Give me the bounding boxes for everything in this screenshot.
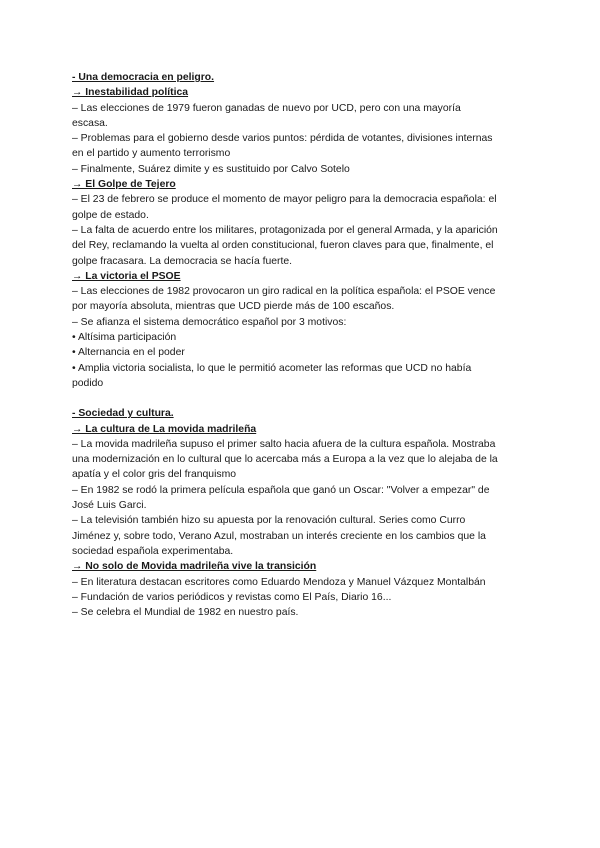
text-line: – Fundación de varios periódicos y revistas como El País, Diario 16...	[72, 591, 392, 603]
text-line: en el partido y aumento terrorismo	[72, 148, 231, 160]
text-line: escasa.	[72, 117, 108, 129]
bullet-item: • Altísima participación	[72, 332, 177, 344]
subheading-golpe-tejero: → El Golpe de Tejero	[72, 179, 176, 191]
bullet-item: • Alternancia en el poder	[72, 347, 185, 359]
text-line: – Problemas para el gobierno desde varios puntos: pérdida de votantes, divisiones internas	[72, 133, 493, 145]
text-line: una modernización en lo cultural que lo acercaba más a Europa a la vez que lo alejaba de la	[72, 454, 498, 466]
text-line: – La televisión también hizo su apuesta por la renovación cultural. Series como Curro	[72, 515, 466, 527]
text-line: – Se celebra el Mundial de 1982 en nuestro país.	[72, 607, 299, 619]
section-title-democracia: - Una democracia en peligro.	[72, 72, 215, 83]
bullet-item: • Amplia victoria socialista, lo que le permitió acometer las reformas que UCD no había	[72, 362, 472, 374]
subheading-movida: → La cultura de La movida madrileña	[72, 423, 257, 435]
text-line: del Rey, reclamando la vuelta al orden constitucional, fueron claves para que, finalmente, el	[72, 240, 494, 252]
text-line: – Las elecciones de 1979 fueron ganadas de nuevo por UCD, pero con una mayoría	[72, 102, 461, 114]
text-line: – Las elecciones de 1982 provocaron un giro radical en la política española: el PSOE vence	[72, 286, 496, 298]
text-line: – En 1982 se rodó la primera película española que ganó un Oscar: "Volver a empezar" de	[72, 484, 490, 496]
subheading-inestabilidad: → Inestabilidad política	[72, 87, 189, 99]
text-line: golpe fracasara. La democracia se hacía fuerte.	[72, 255, 293, 267]
text-line: – La falta de acuerdo entre los militares, protagonizada por el general Armada, y la aparición	[72, 224, 498, 236]
text-line: golpe de estado.	[72, 209, 149, 221]
section-spacer	[72, 391, 532, 406]
subheading-no-solo-movida: → No solo de Movida madrileña vive la transición	[72, 561, 317, 573]
text-line: por mayoría absoluta, mientras que UCD pierde más de 100 escaños.	[72, 301, 395, 313]
subheading-victoria-psoe: → La victoria el PSOE	[72, 270, 181, 282]
text-line: podido	[72, 377, 104, 389]
text-line: – La movida madrileña supuso el primer salto hacia afuera de la cultura española. Mostraba	[72, 438, 496, 450]
text-line: apatía y el color gris del franquismo	[72, 469, 237, 481]
text-line: José Luis Garci.	[72, 500, 147, 512]
text-line: Jiménez y, sobre todo, Verano Azul, mostraban un interés creciente en los cambios que la	[72, 530, 486, 542]
text-line: – En literatura destacan escritores como Eduardo Mendoza y Manuel Vázquez Montalbán	[72, 576, 486, 588]
text-line: – Finalmente, Suárez dimite y es sustituido por Calvo Sotelo	[72, 163, 350, 175]
text-line: – El 23 de febrero se produce el momento de mayor peligro para la democracia española: el	[72, 194, 497, 206]
section-title-sociedad: - Sociedad y cultura.	[72, 408, 174, 420]
text-line: sociedad española experimentaba.	[72, 545, 234, 557]
document-page	[72, 70, 532, 620]
text-line: – Se afianza el sistema democrático español por 3 motivos:	[72, 316, 347, 328]
